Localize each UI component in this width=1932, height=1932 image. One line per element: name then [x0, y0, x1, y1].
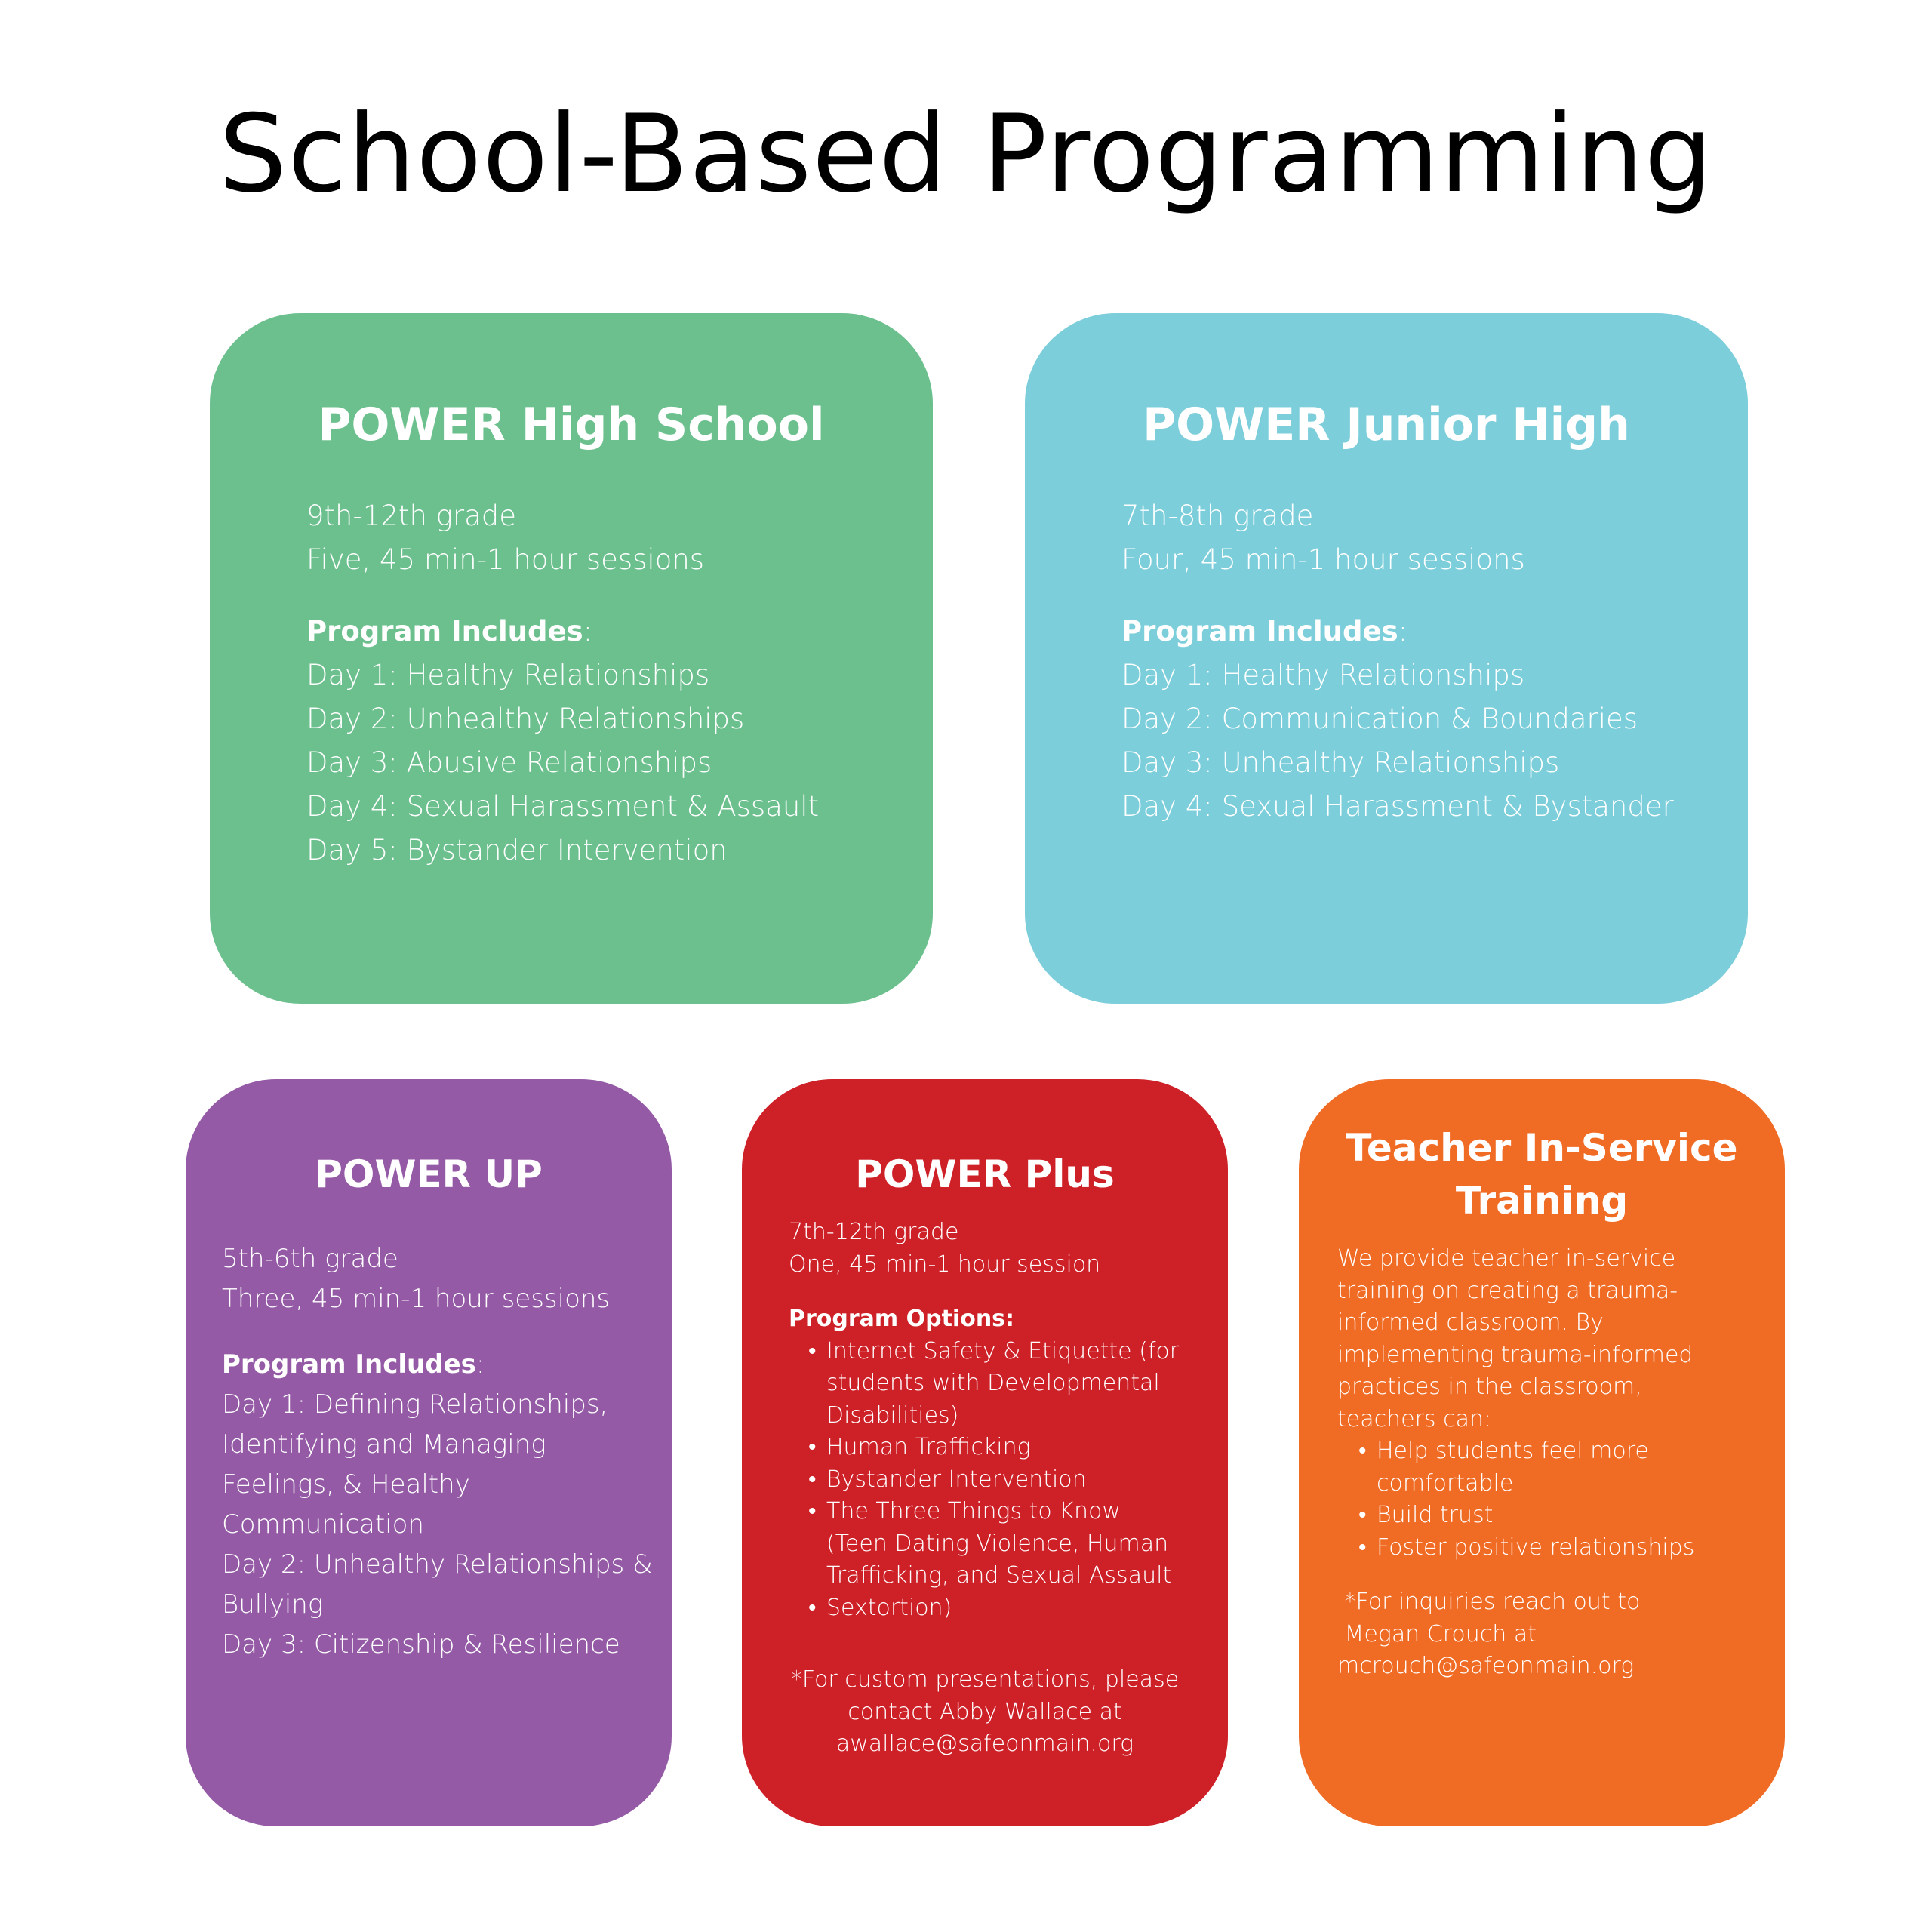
spacer [789, 1281, 1179, 1303]
option-line: (Teen Dating Violence, Human [826, 1530, 1169, 1557]
card-body [222, 1239, 653, 1665]
options-label: Program Options: [789, 1306, 1015, 1332]
includes-label: Program Includes [222, 1349, 476, 1380]
session-count: Four, 45 min-1 hour sessions [1121, 543, 1525, 576]
includes-heading [306, 610, 819, 654]
benefit-item [1337, 1532, 1760, 1564]
option-item [789, 1496, 1179, 1592]
option-item [789, 1432, 1179, 1464]
session-count: One, 45 min-1 hour session [789, 1251, 1101, 1278]
day-line: Bullying [222, 1589, 324, 1620]
option-line: • Bystander Intervention [826, 1466, 1087, 1493]
benefit-item [1337, 1435, 1760, 1500]
intro-line: practices in the classroom, [1337, 1374, 1642, 1400]
day-line: Day 3: Citizenship & Resilience [222, 1629, 620, 1660]
option-line: Disabilities) [826, 1401, 959, 1429]
option-item [789, 1336, 1179, 1432]
day-item: Day 4: Sexual Harassment & Assault [306, 790, 820, 823]
contact-line: contact Abby Wallace at [848, 1698, 1122, 1725]
inquiry-email: mcrouch@safeonmain.org [1337, 1653, 1635, 1679]
day-item: Day 1: Healthy Relationships [1121, 659, 1525, 691]
day-line: Feelings, & Healthy [222, 1469, 470, 1500]
card-title-line: Training [1455, 1179, 1629, 1223]
card-title [1299, 1121, 1785, 1227]
day-line: Day 1: Defining Relationships, [222, 1389, 608, 1420]
includes-heading [1121, 610, 1674, 654]
day-item: Day 2: Communication & Boundaries [1121, 703, 1638, 735]
intro-line: We provide teacher in-service [1337, 1245, 1676, 1272]
card-body [1121, 494, 1674, 829]
includes-colon: : [475, 1349, 485, 1380]
day-item: Day 5: Bystander Intervention [306, 834, 728, 866]
benefit-line: • Foster positive relationships [1377, 1534, 1695, 1561]
card-teacher-in-service [1299, 1079, 1785, 1826]
includes-colon: : [1398, 615, 1408, 648]
day-line: Day 2: Unhealthy Relationships & [222, 1549, 653, 1580]
option-line: Trafficking, and Sexual Assault [826, 1562, 1172, 1589]
day-item: Day 3: Abusive Relationships [306, 746, 712, 779]
session-count: Five, 45 min-1 hour sessions [306, 543, 705, 576]
card-body [1337, 1243, 1760, 1683]
page-title: School-Based Programming [219, 92, 1713, 217]
option-line: • Internet Safety & Etiquette (for [826, 1337, 1180, 1364]
includes-label: Program Includes [1121, 615, 1398, 648]
intro-line: training on creating a trauma- [1337, 1277, 1678, 1304]
includes-colon: : [583, 615, 593, 648]
benefit-line: comfortable [1377, 1469, 1514, 1497]
includes-label: Program Includes [306, 615, 583, 648]
card-power-high-school [210, 313, 933, 1004]
card-title-line: Teacher In-Service [1346, 1126, 1738, 1170]
intro-line: implementing trauma-informed [1337, 1341, 1694, 1368]
spacer [1121, 582, 1674, 610]
inquiry-line: *For inquiries reach out to [1337, 1589, 1641, 1615]
grade-range: 7th-12th grade [789, 1219, 959, 1245]
grade-range: 7th-8th grade [1121, 500, 1314, 532]
card-power-plus [742, 1079, 1228, 1826]
options-list [789, 1336, 1179, 1625]
day-line: Identifying and Managing [222, 1429, 546, 1460]
option-item [789, 1592, 1179, 1625]
day-line: Communication [222, 1509, 424, 1540]
intro-line: teachers can: [1337, 1405, 1492, 1432]
spacer [222, 1319, 653, 1345]
contact-line: *For custom presentations, please [790, 1666, 1180, 1693]
card-title: POWER UP [315, 1152, 543, 1196]
card-power-up [186, 1079, 672, 1826]
grade-range: 9th-12th grade [306, 500, 516, 532]
card-title: POWER High School [318, 398, 825, 451]
day-item: Day 3: Unhealthy Relationships [1121, 746, 1560, 779]
includes-heading [222, 1345, 653, 1385]
day-item: Day 2: Unhealthy Relationships [306, 703, 745, 735]
intro-line: informed classroom. By [1337, 1309, 1604, 1336]
benefits-list [1337, 1435, 1760, 1564]
option-line: students with Developmental [826, 1370, 1160, 1396]
card-title: POWER Plus [855, 1152, 1115, 1196]
inquiry-line: Megan Crouch at [1337, 1620, 1537, 1647]
benefit-item [1337, 1500, 1760, 1532]
spacer [306, 582, 819, 610]
option-item [789, 1464, 1179, 1497]
card-body [306, 494, 819, 872]
option-line: • Human Trafficking [826, 1434, 1031, 1460]
benefit-line: • Build trust [1377, 1502, 1494, 1528]
session-count: Three, 45 min-1 hour sessions [222, 1284, 611, 1314]
day-item: Day 4: Sexual Harassment & Bystander [1121, 790, 1674, 823]
contact-email: awallace@safeonmain.org [835, 1730, 1134, 1757]
option-line: • The Three Things to Know [826, 1498, 1121, 1524]
benefit-line: • Help students feel more [1377, 1438, 1649, 1464]
contact-note [742, 1664, 1228, 1761]
card-body [789, 1217, 1179, 1624]
option-line: • Sextortion) [826, 1594, 952, 1621]
card-title: POWER Junior High [1143, 398, 1630, 451]
day-item: Day 1: Healthy Relationships [306, 659, 710, 691]
grade-range: 5th-6th grade [222, 1244, 398, 1274]
spacer [1337, 1564, 1760, 1586]
card-power-junior-high [1025, 313, 1748, 1004]
